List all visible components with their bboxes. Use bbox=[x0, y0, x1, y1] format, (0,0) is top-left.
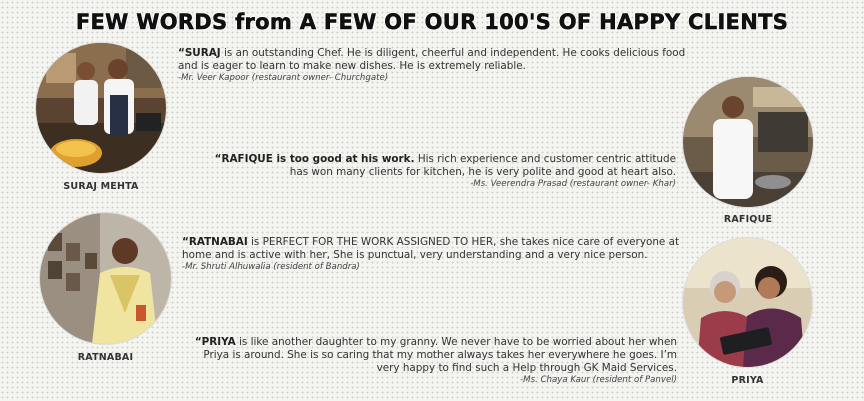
kitchen-chef-image bbox=[36, 43, 166, 173]
quote-attribution: -Mr. Veer Kapoor (restaurant owner- Churchgate) bbox=[178, 73, 389, 83]
quote-body: is like another daughter to my granny. We never have to be worried about her when Priya is around. She is so caring that my mother always takes her everywhere he goes. I’m very happy to find such a Help through GK Maid Services. bbox=[203, 336, 677, 374]
quote-body: His rich experience and customer centric attitude has won many clients for kitchen, he is very polite and good at heart also. bbox=[289, 153, 676, 178]
quote-attribution: -Mr. Shruti Alhuwalia (resident of Bandra) bbox=[182, 262, 360, 272]
testimonial-suraj bbox=[178, 47, 698, 84]
testimonial-rafique bbox=[206, 153, 676, 190]
ratnabai-name: RATNABAI bbox=[77, 352, 134, 363]
quote-lead: “SURAJ bbox=[178, 47, 221, 59]
priya-name: PRIYA bbox=[731, 375, 764, 386]
quote-body: is an outstanding Chef. He is diligent, cheerful and independent. He cooks delicious food and is eager to learn to make new dishes. He is extremely reliable. bbox=[178, 47, 686, 72]
quote-attribution: -Ms. Chaya Kaur (resident of Panvel) bbox=[520, 375, 677, 385]
ratnabai-photo bbox=[40, 213, 171, 344]
kitchen-chef-image bbox=[683, 77, 813, 207]
quote-text bbox=[206, 153, 676, 179]
suraj-photo bbox=[36, 43, 166, 173]
page-title: FEW WORDS from A FEW OF OUR 100'S OF HAPPY CLIENTS bbox=[75, 10, 789, 34]
quote-text bbox=[182, 236, 682, 262]
testimonial-ratnabai bbox=[182, 236, 682, 273]
quote-lead: “RATNABAI bbox=[182, 236, 248, 248]
suraj-name: SURAJ MEHTA bbox=[63, 181, 139, 192]
priya-photo bbox=[683, 238, 812, 367]
quote-text bbox=[178, 47, 698, 73]
quote-lead: “PRIYA bbox=[194, 336, 236, 348]
quote-lead: “RAFIQUE is too good at his work. bbox=[214, 153, 415, 165]
housekeeper-image bbox=[40, 213, 171, 344]
quote-attribution: -Ms. Veerendra Prasad (restaurant owner- Khar) bbox=[470, 179, 676, 189]
testimonial-priya bbox=[192, 336, 677, 386]
quote-text bbox=[192, 336, 677, 375]
rafique-photo bbox=[683, 77, 813, 207]
rafique-name: RAFIQUE bbox=[723, 214, 773, 225]
quote-body: is PERFECT FOR THE WORK ASSIGNED TO HER, she takes nice care of everyone at home and is active with her, She is punctual, very understanding and a very nice person. bbox=[182, 236, 680, 261]
caregiver-image bbox=[683, 238, 812, 367]
